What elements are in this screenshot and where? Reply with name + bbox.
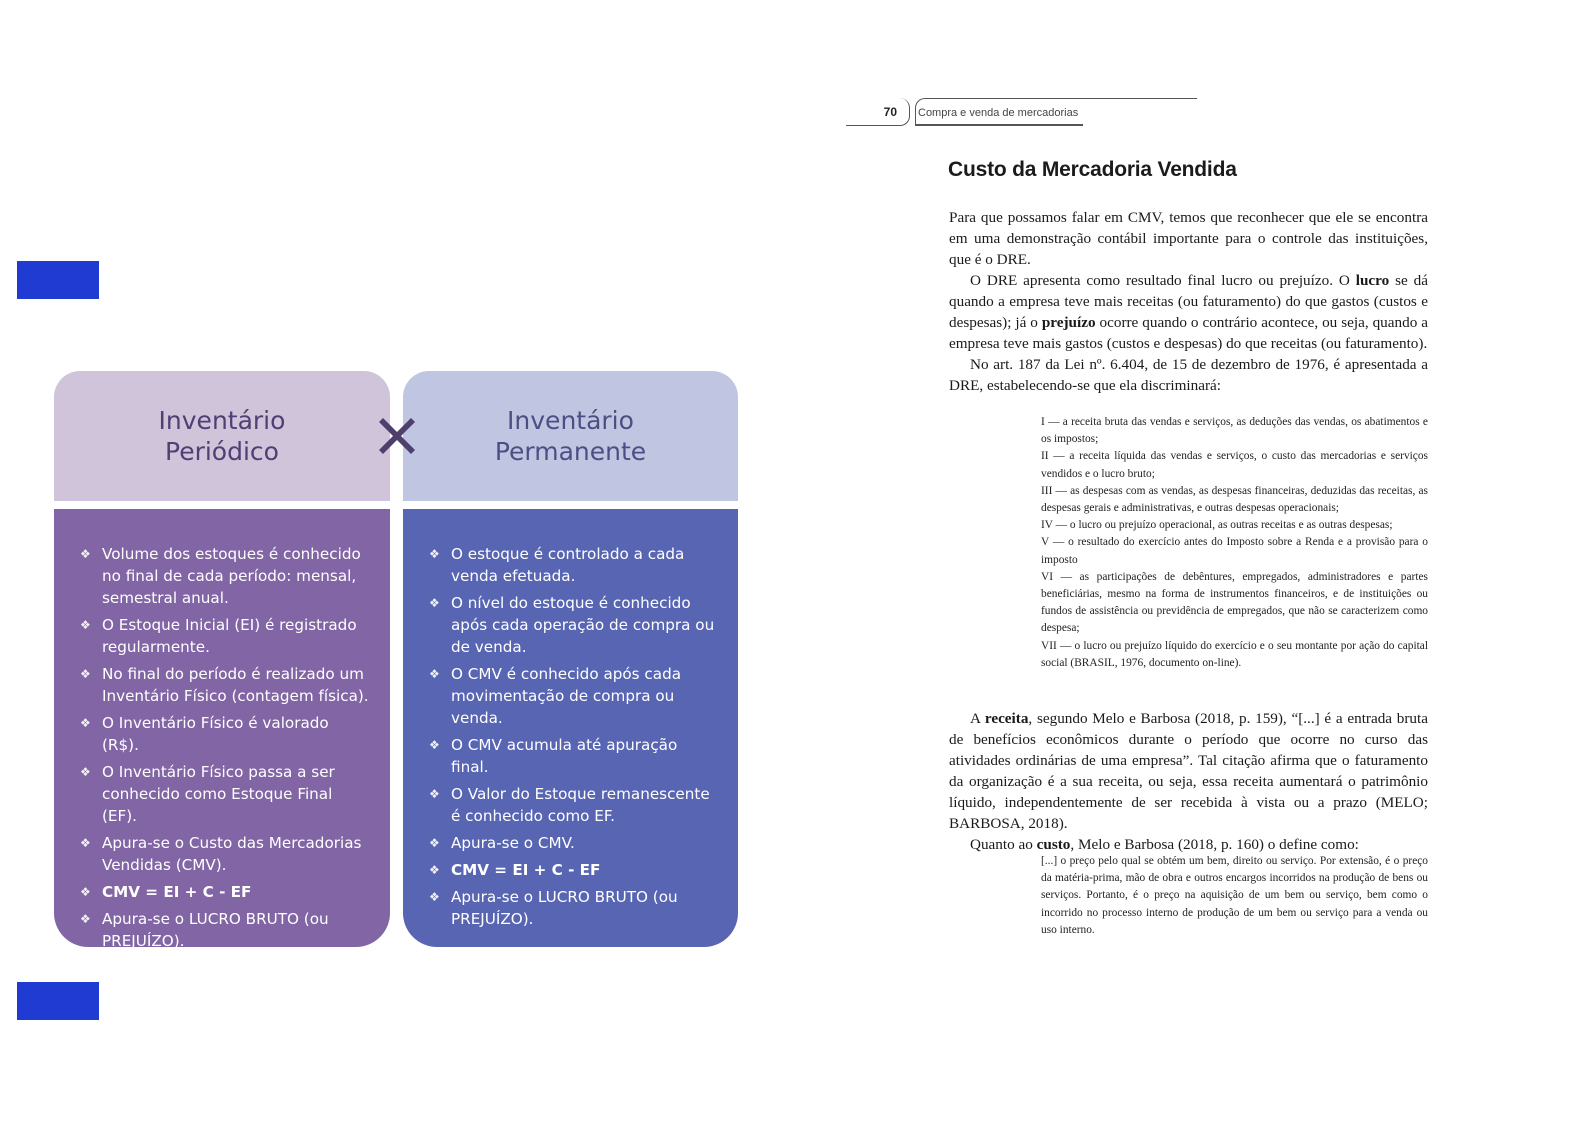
periodic-inventory-header [54, 371, 390, 501]
diamond-bullet-icon: ❖ [80, 836, 91, 850]
list-item [429, 783, 718, 827]
body-text-revenue [949, 708, 1428, 855]
quote-item-3: III — as despesas com as vendas, as despesas financeiras, deduzidas das receitas, as despesas gerais e administrativas, e outras despesas operacionais; [1041, 484, 1428, 515]
periodic-list [80, 543, 370, 952]
list-item [80, 712, 370, 756]
blue-tab-bottom [17, 982, 99, 1020]
paragraph-5: Quanto ao custo, Melo e Barbosa (2018, p. 160) o define como: [970, 836, 1359, 853]
paragraph-3: No art. 187 da Lei nº. 6.404, de 15 de dezembro de 1976, é apresentada a DRE, estabelecendo-se que ela discriminará: [949, 356, 1428, 394]
list-item [429, 543, 718, 587]
section-title: Custo da Mercadoria Vendida [948, 158, 1237, 181]
diamond-bullet-icon: ❖ [429, 787, 440, 801]
quote-item-4: IV — o lucro ou prejuízo operacional, as outras receitas e as outras despesas; [1041, 519, 1393, 532]
diamond-bullet-icon: ❖ [429, 547, 440, 561]
body-text-intro [949, 207, 1428, 396]
list-item-text: O Valor do Estoque remanescente é conhecido como EF. [451, 785, 710, 825]
list-item-text: O Inventário Físico é valorado (R$). [102, 714, 329, 754]
diamond-bullet-icon: ❖ [80, 667, 91, 681]
list-item [429, 832, 718, 854]
paragraph-4: A receita, segundo Melo e Barbosa (2018, p. 159), “[...] é a entrada bruta de benefícios econômicos durante o período que ocorre no curso das atividades ordinárias de uma empresa”. Tal citação afirma que o faturamento da organização é a sua receita, ou seja, essa receita aumentará o patrimônio líquido, independentemente de ser recebida à vista ou a prazo (MELO; BARBOSA, 2018). [949, 710, 1428, 832]
list-item-text: O nível do estoque é conhecido após cada operação de compra ou de venda. [451, 594, 715, 656]
permanent-title-line2: Permanente [494, 437, 647, 466]
list-item-text: No final do período é realizado um Inventário Físico (contagem física). [102, 665, 369, 705]
diamond-bullet-icon: ❖ [429, 836, 440, 850]
list-item-text: O CMV acumula até apuração final. [451, 736, 678, 776]
chapter-underline [915, 124, 1083, 126]
permanent-title-line1: Inventário [507, 406, 634, 435]
page-number: 70 [846, 98, 910, 126]
list-item [429, 592, 718, 658]
diamond-bullet-icon: ❖ [80, 547, 91, 561]
permanent-inventory-body [403, 509, 738, 947]
diamond-bullet-icon: ❖ [429, 890, 440, 904]
permanent-inventory-card [403, 371, 738, 947]
chapter-title: Compra e venda de mercadorias [915, 98, 1197, 126]
list-item [80, 543, 370, 609]
list-item [429, 734, 718, 778]
list-item [429, 663, 718, 729]
diamond-bullet-icon: ❖ [80, 716, 91, 730]
list-item [80, 881, 370, 903]
periodic-title-line2: Periódico [165, 437, 279, 466]
paragraph-2: O DRE apresenta como resultado final lucro ou prejuízo. O lucro se dá quando a empresa teve mais receitas (ou faturamento) do que gastos (custos e despesas); já o prejuízo ocorre quando o contrário acontece, ou seja, quando a empresa teve mais gastos (custos e despesas) do que receitas (ou faturamento). [949, 272, 1428, 352]
list-item-text: Apura-se o LUCRO BRUTO (ou PREJUÍZO). [451, 888, 678, 928]
diamond-bullet-icon: ❖ [429, 738, 440, 752]
periodic-inventory-body [54, 509, 390, 950]
list-item [429, 859, 718, 881]
list-item [80, 663, 370, 707]
blue-tab-top [17, 261, 99, 299]
permanent-list [429, 543, 718, 930]
list-item-text: Apura-se o LUCRO BRUTO (ou PREJUÍZO). [102, 910, 329, 950]
list-item-text: Apura-se o CMV. [451, 834, 575, 852]
paragraph-1: Para que possamos falar em CMV, temos que reconhecer que ele se encontra em uma demonstração contábil importante para o controle das instituições, que é o DRE. [949, 209, 1428, 268]
diamond-bullet-icon: ❖ [80, 765, 91, 779]
periodic-inventory-card [54, 371, 390, 950]
list-item-text: Apura-se o Custo das Mercadorias Vendidas (CMV). [102, 834, 362, 874]
quote-item-1: I — a receita bruta das vendas e serviços, as deduções das vendas, os abatimentos e os impostos; [1041, 416, 1428, 446]
x-mark-shape [379, 418, 415, 454]
diamond-bullet-icon: ❖ [429, 863, 440, 877]
list-item [80, 908, 370, 952]
diamond-bullet-icon: ❖ [429, 596, 440, 610]
list-item-text: O Inventário Físico passa a ser conhecido como Estoque Final (EF). [102, 763, 335, 825]
list-item [80, 761, 370, 827]
quote-item-7: VII — o lucro ou prejuízo líquido do exercício e o seu montante por ação do capital social (BRASIL, 1976, documento on-line). [1041, 639, 1428, 669]
list-item [80, 614, 370, 658]
list-item [80, 832, 370, 876]
x-mark-icon [377, 416, 417, 456]
diamond-bullet-icon: ❖ [80, 618, 91, 632]
list-item-text: Volume dos estoques é conhecido no final de cada período: mensal, semestral anual. [102, 545, 361, 607]
list-item-text: CMV = EI + C - EF [102, 883, 252, 901]
list-item-text: O estoque é controlado a cada venda efetuada. [451, 545, 685, 585]
quote-item-2: II — a receita líquida das vendas e serviços, o custo das mercadorias e serviços vendidos e o lucro bruto; [1041, 450, 1428, 480]
diamond-bullet-icon: ❖ [80, 912, 91, 926]
permanent-inventory-header [403, 371, 738, 501]
diamond-bullet-icon: ❖ [429, 667, 440, 681]
quote-item-6: VI — as participações de debêntures, empregados, administradores e partes beneficiárias, mesmo na forma de instrumentos financeiros, e de instituições ou fundos de assistência ou previdência de empregados, que não se caracterizem como despesa; [1041, 570, 1428, 635]
list-item-text: O CMV é conhecido após cada movimentação de compra ou venda. [451, 665, 682, 727]
list-item-text: CMV = EI + C - EF [451, 861, 601, 879]
quote-item-5: V — o resultado do exercício antes do Imposto sobre a Renda e a provisão para o imposto [1041, 536, 1428, 566]
list-item-text: O Estoque Inicial (EI) é registrado regularmente. [102, 616, 357, 656]
periodic-title-line1: Inventário [158, 406, 286, 435]
diamond-bullet-icon: ❖ [80, 885, 91, 899]
law-quote [1041, 414, 1428, 672]
list-item [429, 886, 718, 930]
cost-definition-quote: [...] o preço pelo qual se obtém um bem, direito ou serviço. Por extensão, é o preço da matéria-prima, mão de obra e outros encargos incorridos na produção de bens ou serviços. Portanto, é o preço na aquisição de um bem ou serviço, bem como o incorrido no processo interno de produção de um bem ou serviço para a venda ou uso interno. [1041, 855, 1428, 936]
